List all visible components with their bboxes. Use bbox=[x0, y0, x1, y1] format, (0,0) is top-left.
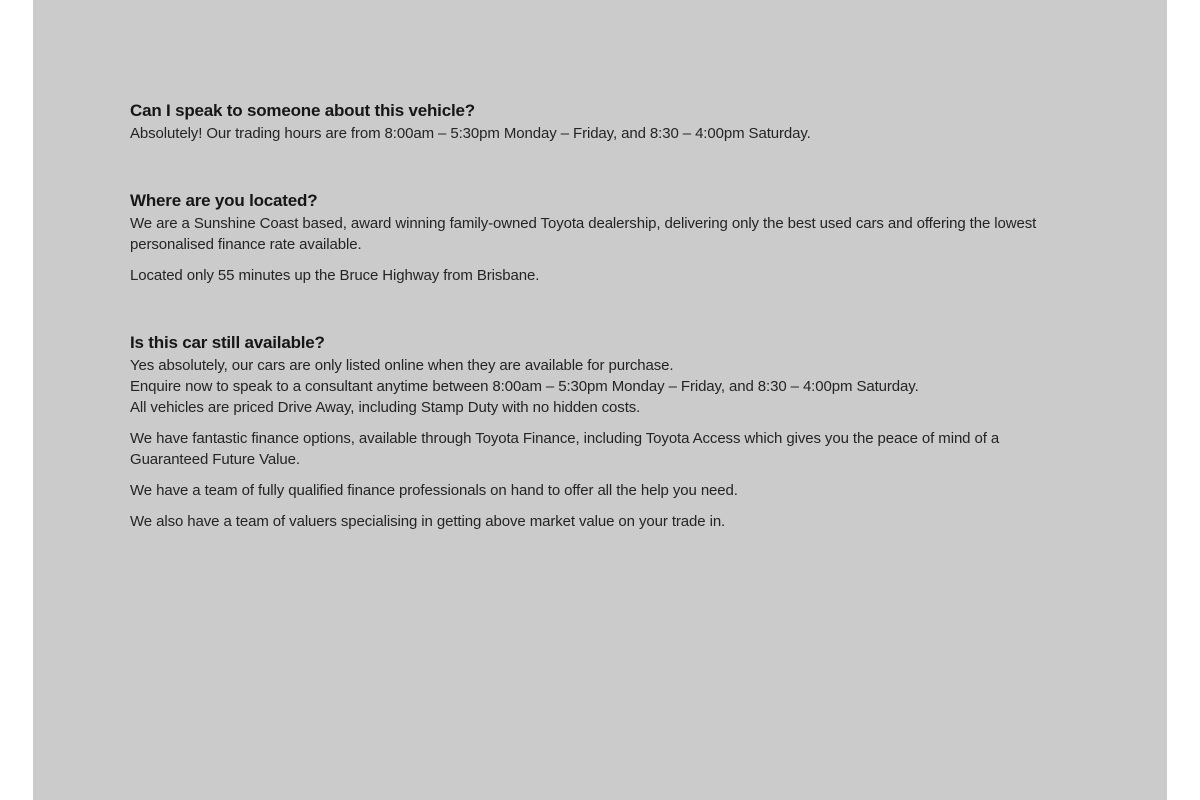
faq-answer-line: We are a Sunshine Coast based, award winning family-owned Toyota dealership, delivering only the best used cars and offering the lowest personalised finance rate available. bbox=[130, 215, 1037, 253]
faq-answer-paragraph bbox=[130, 355, 1058, 418]
faq-content bbox=[33, 0, 1061, 532]
faq-question: Where are you located? bbox=[130, 191, 318, 210]
faq-answer-paragraph bbox=[130, 265, 1058, 286]
faq-section bbox=[130, 332, 1061, 532]
faq-answer-line: We have a team of fully qualified finance professionals on hand to offer all the help you need. bbox=[130, 482, 738, 499]
faq-section bbox=[130, 100, 1061, 144]
faq-answer-line: We also have a team of valuers specialising in getting above market value on your trade in. bbox=[130, 513, 726, 530]
faq-answer-line: Absolutely! Our trading hours are from 8:00am – 5:30pm Monday – Friday, and 8:30 – 4:00pm Saturday. bbox=[130, 125, 811, 142]
faq-panel bbox=[33, 0, 1167, 800]
faq-answer-paragraph bbox=[130, 480, 1058, 501]
faq-question: Can I speak to someone about this vehicle? bbox=[130, 101, 475, 120]
faq-answer-paragraph bbox=[130, 213, 1058, 255]
faq-answer-paragraph bbox=[130, 123, 1058, 144]
faq-question: Is this car still available? bbox=[130, 333, 325, 352]
faq-answer-paragraph bbox=[130, 428, 1058, 470]
faq-answer-line: Enquire now to speak to a consultant anytime between 8:00am – 5:30pm Monday – Friday, and 8:30 – 4:00pm Saturday. bbox=[130, 378, 919, 395]
faq-answer-line: Located only 55 minutes up the Bruce Highway from Brisbane. bbox=[130, 267, 540, 284]
faq-answer-line: Yes absolutely, our cars are only listed online when they are available for purchase. bbox=[130, 357, 674, 374]
faq-section bbox=[130, 190, 1061, 286]
faq-answer-line: We have fantastic finance options, available through Toyota Finance, including Toyota Access which gives you the peace of mind of a Guaranteed Future Value. bbox=[130, 430, 1000, 468]
faq-answer-line: All vehicles are priced Drive Away, including Stamp Duty with no hidden costs. bbox=[130, 399, 641, 416]
faq-answer-paragraph bbox=[130, 511, 1058, 532]
